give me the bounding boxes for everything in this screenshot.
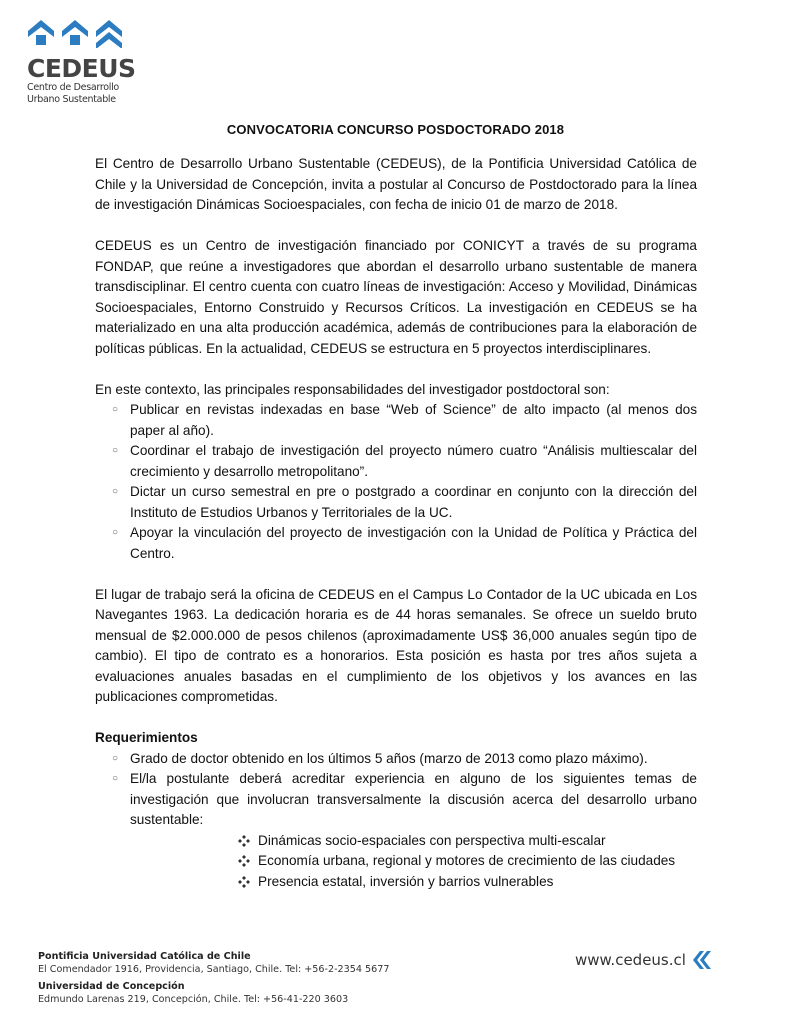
list-item (238, 872, 697, 893)
list-item: ○ Dictar un curso semestral en pre o postgrado a coordinar en conjunto con la dirección del Instituto de Estudios Urbanos y Territoriales de la UC. (95, 482, 697, 523)
requirements-list (95, 749, 697, 831)
requirements-heading: Requerimientos (95, 730, 198, 745)
logo-subtitle-line2: Urbano Sustentable (27, 94, 116, 105)
logo-houses (27, 18, 137, 52)
footer-website (575, 951, 712, 969)
responsibilities-intro: En este contexto, las principales responsabilidades del investigador postdoctoral son: (95, 381, 610, 397)
list-item: ○ Coordinar el trabajo de investigación del proyecto número cuatro “Análisis multiescalar del crecimiento y desarrollo metropolitano”. (95, 441, 697, 482)
logo-name: CEDEUS (27, 54, 136, 83)
footer-org1-name: Pontificia Universidad Católica de Chile (38, 951, 251, 962)
footer-org2-name: Universidad de Concepción (38, 981, 185, 992)
website-link[interactable]: www.cedeus.cl (575, 951, 686, 969)
list-item: ○ Apoyar la vinculación del proyecto de investigación con la Unidad de Política y Práctica del Centro. (95, 523, 697, 564)
double-chevron-icon (95, 18, 123, 48)
about-paragraph: CEDEUS es un Centro de investigación financiado por CONICYT a través de su programa FONDAP, que reúne a investigadores que abordan el desarrollo urbano sustentable de manera transdisciplinar. El centro cuenta con cuatro líneas de investigación: Acceso y Movilidad, Dinámicas Socioespaciales, Entorno Construido y Recursos Críticos. La investigación en CEDEUS se ha materializado en una alta producción académica, además de contribuciones para la elaboración de políticas públicas. En la actualidad, CEDEUS se estructura en 5 proyectos interdisciplinares. (95, 238, 697, 356)
cedeus-logo (27, 18, 137, 106)
intro-paragraph: El Centro de Desarrollo Urbano Sustentable (CEDEUS), de la Pontificia Universidad Católica de Chile y la Universidad de Concepción, invita a postular al Concurso de Postdoctorado para la línea de investigación Dinámicas Socioespaciales, con fecha de inicio 01 de marzo de 2018. (95, 156, 697, 212)
document-title: CONVOCATORIA CONCURSO POSDOCTORADO 2018 (226, 122, 565, 137)
footer-addresses (38, 951, 389, 1006)
footer-org1-address: El Comendador 1916, Providencia, Santiago, Chile. Tel: +56-2-2354 5677 (38, 963, 390, 975)
house-icon (27, 18, 55, 48)
four-diamond-bullet-icon (238, 855, 250, 867)
responsibilities-list (95, 400, 697, 564)
topic-text: Economía urbana, regional y motores de crecimiento de las ciudades (258, 853, 676, 868)
list-item (238, 831, 697, 852)
topic-text: Presencia estatal, inversión y barrios vulnerables (258, 873, 554, 889)
conditions-paragraph: El lugar de trabajo será la oficina de CEDEUS en el Campus Lo Contador de la UC ubicada en Los Navegantes 1963. La dedicación horaria es de 44 horas semanales. Se ofrece un sueldo bruto mensual de $2.000.000 de pesos chilenos (aproximadamente US$ 36,000 anuales según tipo de cambio). El tipo de contrato es a honorarios. Esta posición es hasta por tres años sujeta a evaluaciones anuales basadas en el cumplimiento de los objetivos y los avances en las publicaciones comprometidas. (95, 586, 697, 704)
list-item: ○ El/la postulante deberá acreditar experiencia en alguno de los siguientes temas de investigación que involucran transversalmente la discusión acerca del desarrollo urbano sustentable: (95, 769, 697, 831)
house-icon (61, 18, 89, 48)
four-diamond-bullet-icon (238, 876, 250, 888)
topic-text: Dinámicas socio-espaciales con perspectiva multi-escalar (258, 832, 606, 848)
double-chevron-left-icon (692, 951, 712, 969)
list-item: ○ Publicar en revistas indexadas en base “Web of Science” de alto impacto (al menos dos paper al año). (95, 400, 697, 441)
list-item: ○ Grado de doctor obtenido en los últimos 5 años (marzo de 2013 como plazo máximo). (95, 749, 697, 770)
logo-subtitle-line1: Centro de Desarrollo (27, 82, 119, 93)
footer-org2-address: Edmundo Larenas 219, Concepción, Chile. Tel: +56-41-220 3603 (38, 993, 349, 1005)
document-body (95, 154, 697, 892)
four-diamond-bullet-icon (238, 835, 250, 847)
topics-list (95, 831, 697, 893)
list-item (238, 851, 697, 872)
